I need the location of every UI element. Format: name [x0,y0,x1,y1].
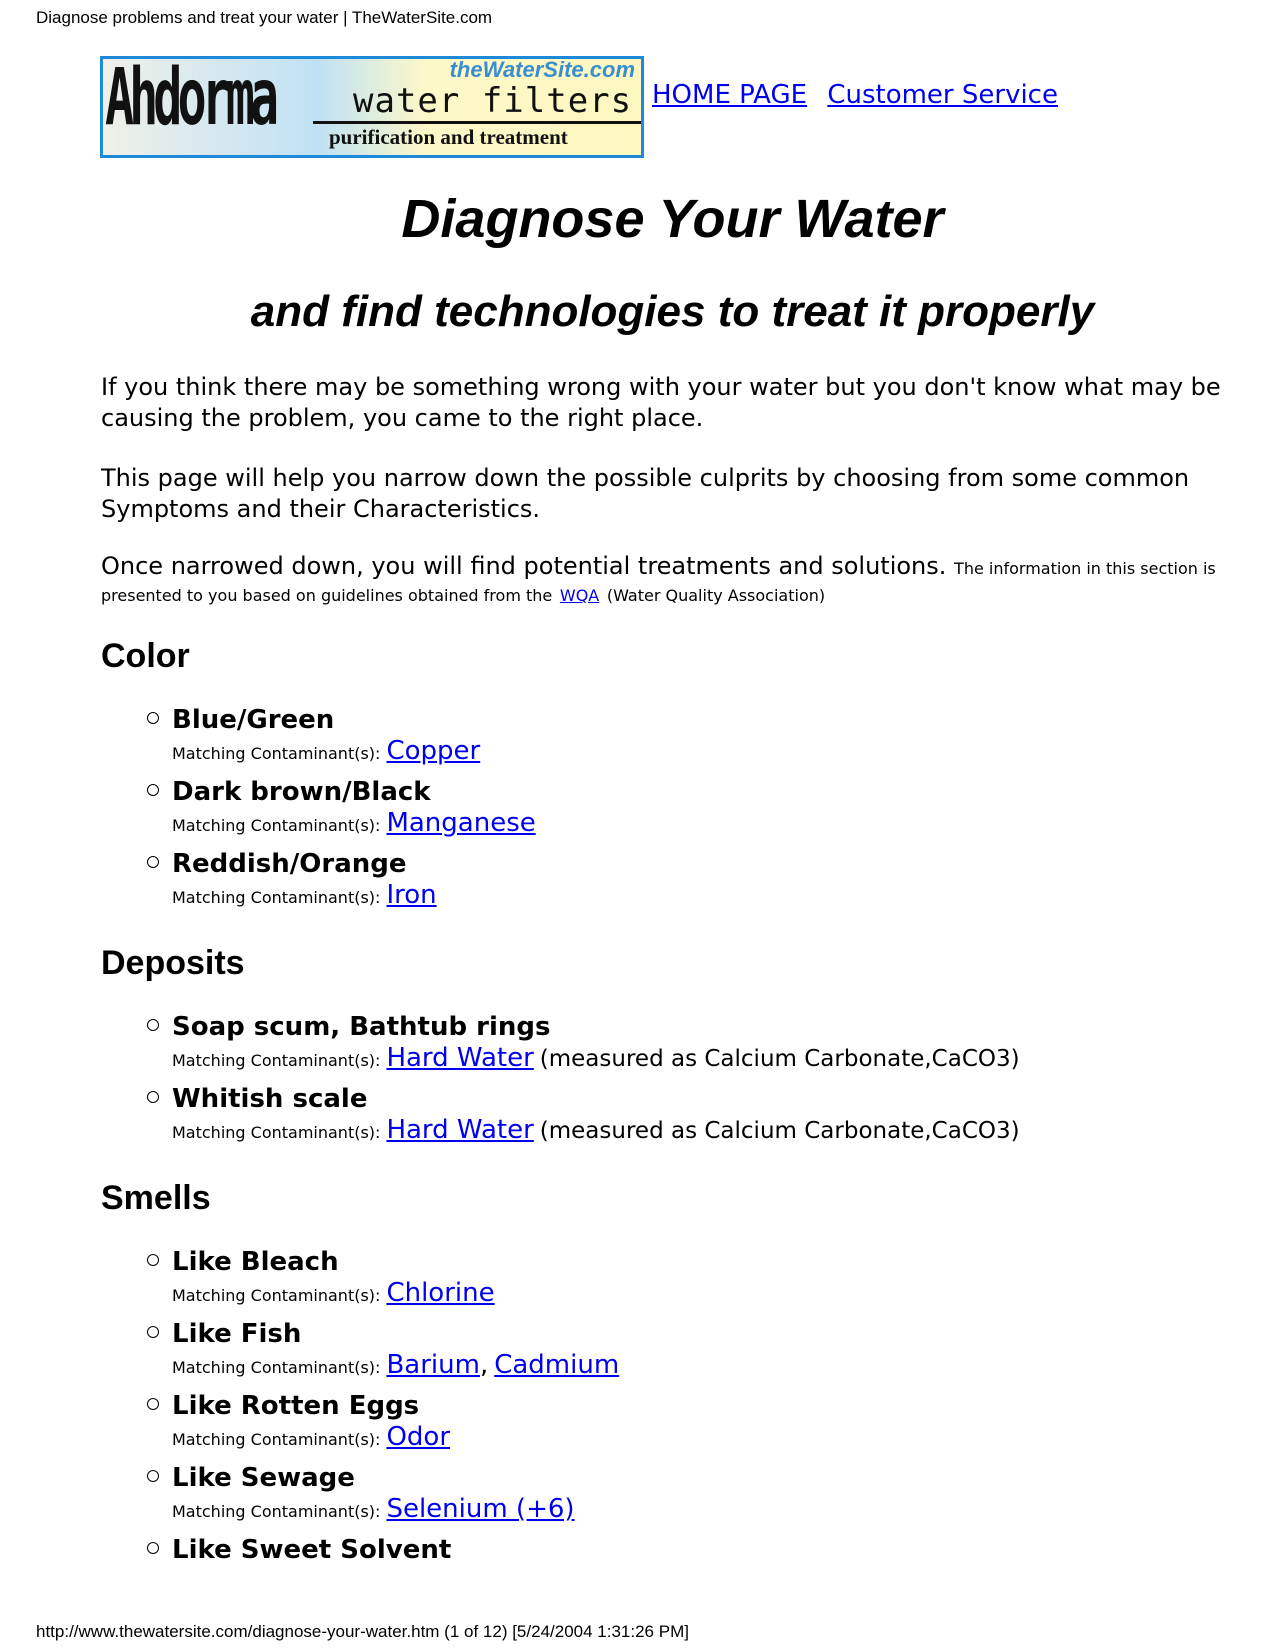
separator: , [479,1350,489,1380]
section-heading: Smells [101,1179,211,1217]
matching-label: Matching Contaminant(s): [172,888,381,907]
logo-line1: water filters [353,81,633,121]
symptom-item[interactable] [141,1011,1251,1073]
symptom-label: Dark brown/Black [172,777,431,807]
symptom-item[interactable] [141,704,1251,766]
matching-contaminants [172,1115,1251,1145]
symptom-sections [101,637,1251,1566]
matching-label: Matching Contaminant(s): [172,1051,381,1070]
matching-label: Matching Contaminant(s): [172,1502,381,1521]
matching-label: Matching Contaminant(s): [172,816,381,835]
matching-label: Matching Contaminant(s): [172,744,381,763]
contaminant-note: (measured as Calcium Carbonate,CaCO3) [539,1046,1020,1072]
intro-paragraph-3 [101,554,1251,608]
logo-site: theWaterSite.com [449,57,635,82]
symptom-label: Like Fish [172,1319,302,1349]
matching-label: Matching Contaminant(s): [172,1123,381,1142]
symptom-label: Like Sweet Solvent [172,1535,452,1565]
contaminant-link[interactable]: Cadmium [494,1350,620,1380]
section-heading: Color [101,637,190,675]
section-heading: Deposits [101,944,245,982]
radio-bullet-icon [147,1326,159,1338]
matching-contaminants [172,880,1251,910]
radio-bullet-icon [147,1398,159,1410]
radio-bullet-icon [147,1254,159,1266]
print-header: Diagnose problems and treat your water | TheWaterSite.com [36,8,493,27]
intro-large-text: Once narrowed down, you will find potential treatments and solutions. [101,552,947,580]
main-content [101,372,1251,1576]
site-logo[interactable] [100,56,644,158]
symptom-item[interactable] [141,776,1251,838]
symptom-label: Whitish scale [172,1084,368,1114]
symptom-label: Like Sewage [172,1463,355,1493]
matching-label: Matching Contaminant(s): [172,1286,381,1305]
symptom-list [101,1246,1251,1566]
matching-label: Matching Contaminant(s): [172,1430,381,1449]
matching-label: Matching Contaminant(s): [172,1358,381,1377]
matching-contaminants [172,808,1251,838]
intro-small-text: The information in this section is presented to you based on guidelines obtained from the [101,559,1216,605]
radio-bullet-icon [147,784,159,796]
contaminant-link[interactable]: Hard Water [386,1043,534,1073]
home-page-link[interactable]: HOME PAGE [652,80,808,110]
page-title: Diagnose Your Water [401,189,944,249]
logo-brand: Ahdorma [105,56,275,143]
symptom-label: Reddish/Orange [172,849,407,879]
symptom-label: Blue/Green [172,705,335,735]
radio-bullet-icon [147,1542,159,1554]
logo-rule [313,121,641,124]
symptom-label: Soap scum, Bathtub rings [172,1012,551,1042]
symptom-item[interactable] [141,1462,1251,1524]
radio-bullet-icon [147,1019,159,1031]
matching-contaminants [172,1494,1251,1524]
symptom-label: Like Bleach [172,1247,339,1277]
intro-paragraph-2: This page will help you narrow down the possible culprits by choosing from some common Symptoms and their Characteristics. [101,464,1190,523]
symptom-label: Like Rotten Eggs [172,1391,420,1421]
contaminant-link[interactable]: Selenium (+6) [386,1494,575,1524]
symptom-item[interactable] [141,1246,1251,1308]
top-nav [652,80,1070,110]
matching-contaminants [172,736,1251,766]
symptom-item[interactable] [141,1083,1251,1145]
symptom-item[interactable] [141,1390,1251,1452]
radio-bullet-icon [147,1091,159,1103]
contaminant-link[interactable]: Odor [386,1422,451,1452]
matching-contaminants [172,1422,1251,1452]
contaminant-link[interactable]: Hard Water [386,1115,534,1145]
radio-bullet-icon [147,856,159,868]
contaminant-link[interactable]: Iron [386,880,437,910]
page-subtitle: and find technologies to treat it properly [250,287,1095,336]
logo-line2: purification and treatment [329,125,568,149]
matching-contaminants [172,1043,1251,1073]
wqa-link[interactable]: WQA [559,586,600,605]
contaminant-note: (measured as Calcium Carbonate,CaCO3) [539,1118,1020,1144]
matching-contaminants [172,1350,1251,1380]
contaminant-link[interactable]: Manganese [386,808,536,838]
symptom-item[interactable] [141,1534,1251,1566]
intro-paragraph-1: If you think there may be something wrong with your water but you don't know what may be causing the problem, you came to the right place. [101,373,1221,432]
radio-bullet-icon [147,1470,159,1482]
print-footer: http://www.thewatersite.com/diagnose-your-water.htm (1 of 12) [5/24/2004 1:31:26 PM] [36,1622,689,1641]
symptom-item[interactable] [141,848,1251,910]
contaminant-link[interactable]: Copper [386,736,481,766]
contaminant-link[interactable]: Barium [386,1350,480,1380]
contaminant-link[interactable]: Chlorine [386,1278,495,1308]
radio-bullet-icon [147,712,159,724]
symptom-item[interactable] [141,1318,1251,1380]
symptom-list [101,1011,1251,1145]
symptom-list [101,704,1251,910]
customer-service-link[interactable]: Customer Service [827,80,1058,110]
wqa-note: (Water Quality Association) [606,586,826,605]
matching-contaminants [172,1278,1251,1308]
